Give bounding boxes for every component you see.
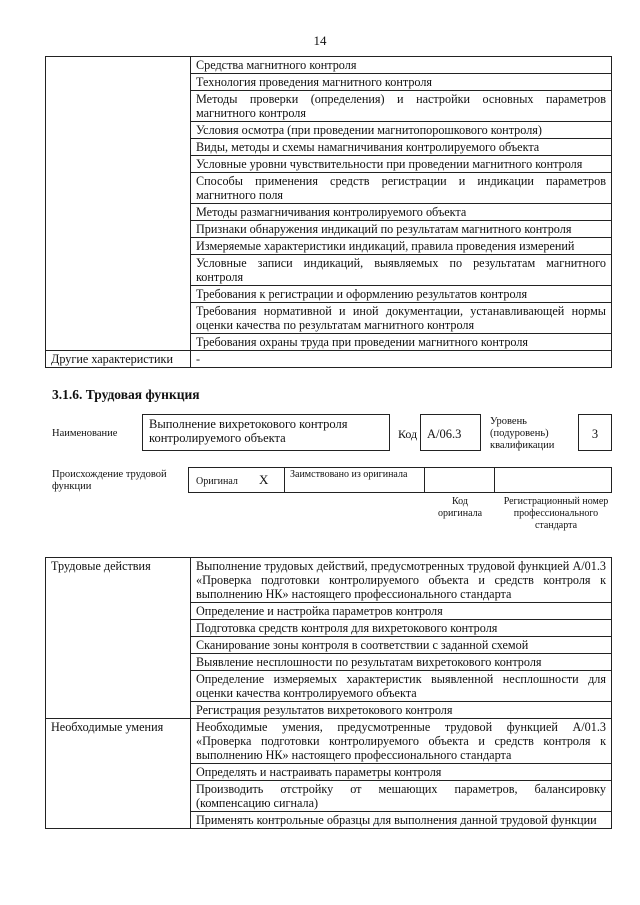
knowledge-item: Виды, методы и схемы намагничивания контролируемого объекта [191, 139, 612, 156]
borrowed-label: Заимствовано из оригинала [290, 469, 408, 480]
group-item: Регистрация результатов вихретокового контроля [191, 702, 612, 719]
knowledge-item: Измеряемые характеристики индикаций, правила проведения измерений [191, 238, 612, 255]
original-mark: X [259, 472, 269, 487]
knowledge-label-cell [46, 57, 191, 351]
group-item: Определение измеряемых характеристик выявленной несплошности для оценки качества контролируемого объекта [191, 671, 612, 702]
table-row [46, 351, 612, 368]
knowledge-item: Условные уровни чувствительности при проведении магнитного контроля [191, 156, 612, 173]
group-item: Определять и настраивать параметры контроля [191, 764, 612, 781]
group-item: Производить отстройку от мешающих параметров, балансировку (компенсацию сигнала) [191, 781, 612, 812]
table-row [46, 57, 612, 74]
level-value: 3 [591, 427, 599, 441]
level-box [578, 414, 612, 451]
knowledge-item: Условия осмотра (при проведении магнитопорошкового контроля) [191, 122, 612, 139]
group-item: Необходимые умения, предусмотренные трудовой функцией A/01.3 «Проверка подготовки контролируемого объекта и средств контроля к выполнению НК» настоящего профессионального стандарта [191, 719, 612, 764]
group-item: Сканирование зоны контроля в соответствии с заданной схемой [191, 637, 612, 654]
name-label: Наименование [52, 428, 118, 439]
knowledge-item: Требования охраны труда при проведении магнитного контроля [191, 334, 612, 351]
level-label: Уровень (подуровень) квалификации [490, 416, 555, 451]
group-item: Подготовка средств контроля для вихретокового контроля [191, 620, 612, 637]
original-label: Оригинал [196, 476, 238, 487]
group-item: Определение и настройка параметров контроля [191, 603, 612, 620]
section-title: 3.1.6. Трудовая функция [52, 387, 200, 402]
group-label-cell: Необходимые умения [46, 719, 191, 829]
labor-actions-skills-table [45, 557, 612, 829]
magnetic-control-knowledge-table [45, 56, 612, 368]
code-box [420, 414, 481, 451]
knowledge-item: Методы проверки (определения) и настройки основных параметров магнитного контроля [191, 91, 612, 122]
table-row [46, 719, 612, 764]
registration-caption: Регистрационный номер профессионального стандарта [503, 496, 609, 531]
knowledge-item: Условные записи индикаций, выявляемых по результатам магнитного контроля [191, 255, 612, 286]
knowledge-item: Требования нормативной и иной документации, устанавливающей нормы оценки качества по результатам магнитного контроля [191, 303, 612, 334]
knowledge-item: Способы применения средств регистрации и индикации параметров магнитного поля [191, 173, 612, 204]
table-row [46, 558, 612, 603]
code-original-caption: Код оригинала [437, 496, 483, 519]
code-original-cell [424, 468, 495, 492]
page-number: 14 [313, 33, 327, 48]
knowledge-item: Методы размагничивания контролируемого объекта [191, 204, 612, 221]
borrowed-cell [284, 468, 425, 492]
origin-row [188, 467, 612, 493]
origin-label: Происхождение трудовой функции [52, 469, 167, 492]
code-value: A/06.3 [427, 427, 462, 441]
function-name: Выполнение вихретокового контроля контролируемого объекта [149, 417, 348, 445]
knowledge-item: - [191, 351, 612, 368]
knowledge-item: Требования к регистрации и оформлению результатов контроля [191, 286, 612, 303]
group-label-cell: Трудовые действия [46, 558, 191, 719]
knowledge-item: Технология проведения магнитного контроля [191, 74, 612, 91]
group-item: Выполнение трудовых действий, предусмотренных трудовой функцией A/01.3 «Проверка подготовки контролируемого объекта и средств контроля к выполнению НК» настоящего профессионального стандарта [191, 558, 612, 603]
code-label: Код [398, 427, 418, 441]
other-characteristics-label: Другие характеристики [46, 351, 191, 368]
knowledge-item: Признаки обнаружения индикаций по результатам магнитного контроля [191, 221, 612, 238]
knowledge-item: Средства магнитного контроля [191, 57, 612, 74]
group-item: Применять контрольные образцы для выполнения данной трудовой функции [191, 812, 612, 829]
group-item: Выявление несплошности по результатам вихретокового контроля [191, 654, 612, 671]
function-name-box [142, 414, 390, 451]
original-cell [189, 468, 285, 492]
